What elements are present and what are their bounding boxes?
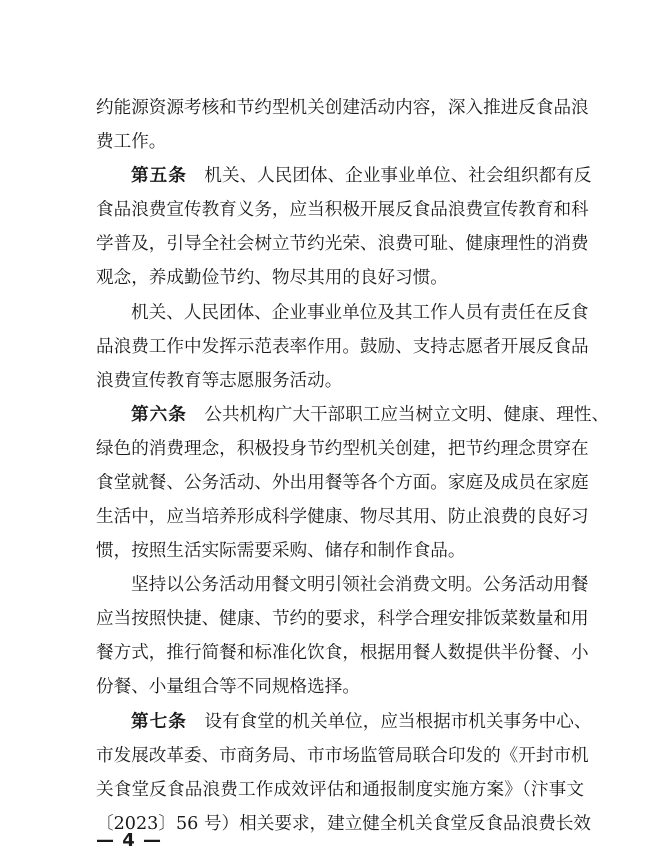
text-line <box>96 227 589 261</box>
line-text: 食堂就餐、公务活动、外出用餐等各个方面。家庭及成员在家庭 <box>96 473 589 493</box>
text-line <box>96 670 584 704</box>
line-text: 〔2023〕56 号）相关要求，建立健全机关食堂反食品浪费长效 <box>96 814 592 834</box>
text-line <box>96 261 584 295</box>
line-text: 观念，养成勤俭节约、物尽其用的良好习惯。 <box>96 268 448 288</box>
line-text: 品浪费工作中发挥示范表率作用。鼓励、支持志愿者开展反食品 <box>96 337 589 357</box>
line-text: 绿色的消费理念，积极投身节约型机关创建，把节约理念贯穿在 <box>96 439 589 459</box>
line-text: 食品浪费宣传教育义务，应当积极开展反食品浪费宣传教育和科 <box>96 200 589 220</box>
text-line <box>96 534 584 568</box>
text-line <box>96 807 592 841</box>
line-text: 份餐、小量组合等不同规格选择。 <box>96 677 360 697</box>
text-line <box>96 125 584 159</box>
line-text: 市发展改革委、市商务局、市市场监管局联合印发的《开封市机 <box>96 746 589 766</box>
text-line <box>96 739 589 773</box>
article-heading: 第五条 <box>131 165 187 186</box>
paragraph-first-line <box>131 568 589 602</box>
line-text: 餐方式，推行简餐和标准化饮食，根据用餐人数提供半份餐、小 <box>96 643 589 663</box>
line-text: 惯，按照生活实际需要采购、储存和制作食品。 <box>96 541 466 561</box>
text-line <box>96 364 584 398</box>
line-text: 生活中，应当培养形成科学健康、物尽其用、防止浪费的良好习 <box>96 507 589 527</box>
line-text: 浪费宣传教育等志愿服务活动。 <box>96 371 343 391</box>
line-text: 学普及，引导全社会树立节约光荣、浪费可耻、健康理性的消费 <box>96 234 589 254</box>
article-heading: 第六条 <box>131 404 187 425</box>
text-line <box>96 330 589 364</box>
text-line <box>96 602 589 636</box>
line-text: 机关、人民团体、企业事业单位及其工作人员有责任在反食 <box>131 303 589 323</box>
article-6-first-line <box>131 398 610 432</box>
article-heading: 第七条 <box>131 711 187 732</box>
page-number: — 4 — <box>96 830 163 851</box>
line-text: 公共机构广大干部职工应当树立文明、健康、理性、 <box>186 405 610 425</box>
line-text: 费工作。 <box>96 132 167 152</box>
paragraph-first-line <box>131 296 589 330</box>
line-text: 坚持以公务活动用餐文明引领社会消费文明。公务活动用餐 <box>131 575 589 595</box>
text-line <box>96 773 584 807</box>
line-text: 关食堂反食品浪费工作成效评估和通报制度实施方案》（汴事文 <box>96 780 584 800</box>
text-line <box>96 500 589 534</box>
text-line <box>96 636 589 670</box>
line-text: 机关、人民团体、企业事业单位、社会组织都有反 <box>186 166 592 186</box>
line-text: 设有食堂的机关单位，应当根据市机关事务中心、 <box>186 712 592 732</box>
text-line <box>96 432 589 466</box>
text-line <box>96 91 589 125</box>
text-line <box>96 193 589 227</box>
article-7-first-line <box>131 705 592 739</box>
text-line <box>96 466 589 500</box>
line-text: 应当按照快捷、健康、节约的要求，科学合理安排饭菜数量和用 <box>96 609 589 629</box>
article-5-first-line <box>131 159 592 193</box>
line-text: 约能源资源考核和节约型机关创建活动内容，深入推进反食品浪 <box>96 98 589 118</box>
